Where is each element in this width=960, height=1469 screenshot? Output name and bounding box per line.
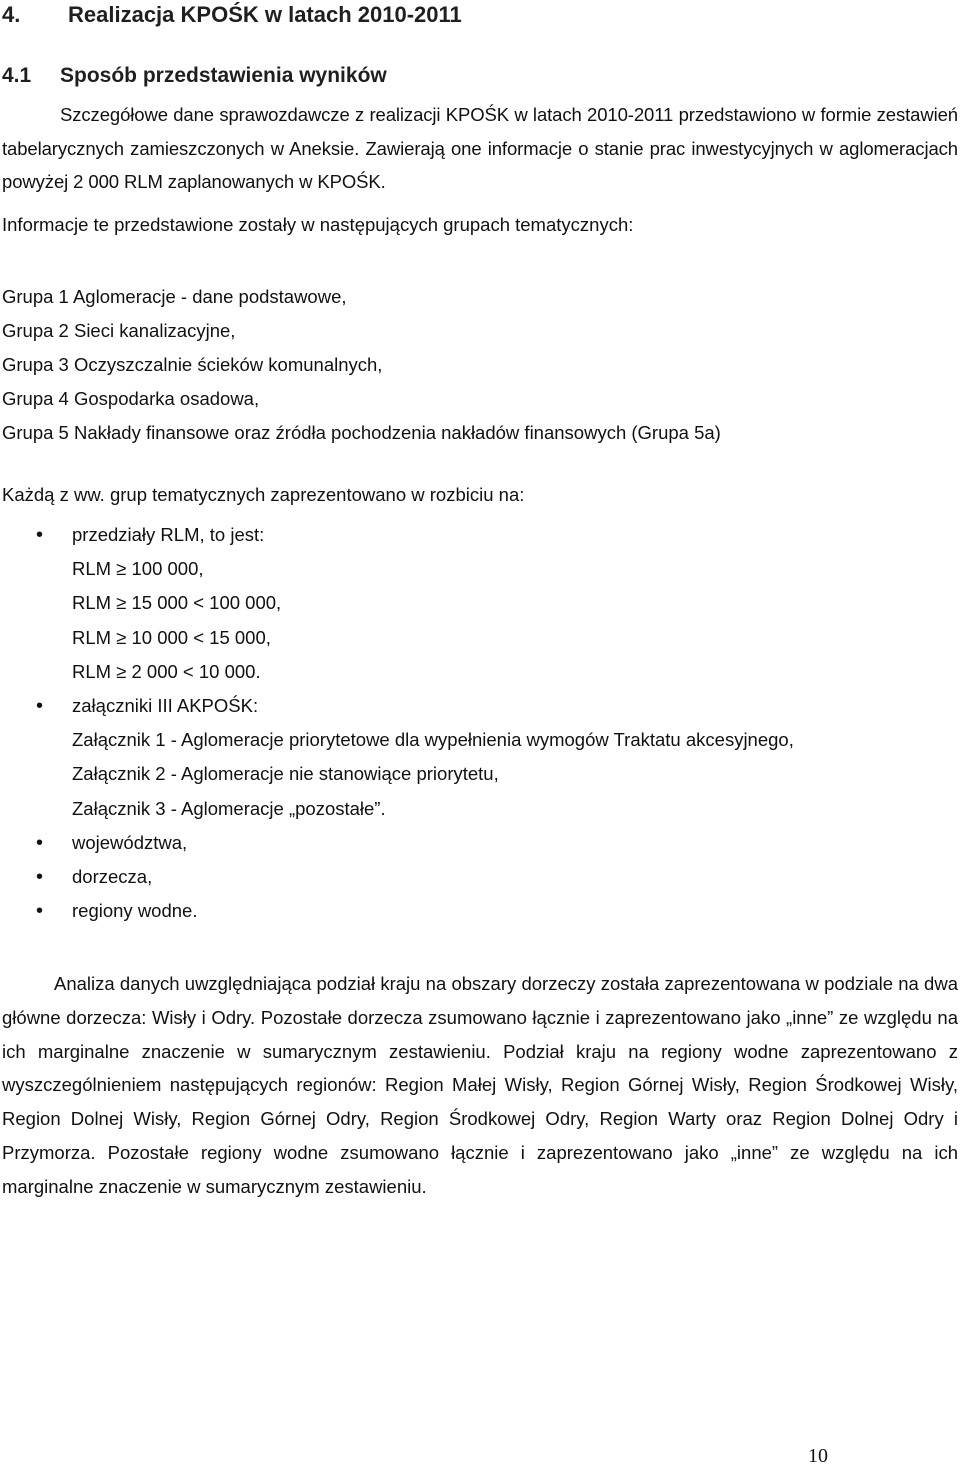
analysis-text: Analiza danych uwzględniająca podział kraju na obszary dorzeczy została zaprezentowana w podziale na dwa główne dorzecza: Wisły i Odry. Pozostałe dorzecza zsumowano łącznie i zaprezentowano jako „inne” ze względu na ich marginalne znaczenie w sumarycznym zestawieniu. Podział kraju na regiony wodne zaprezentowano z wyszczególnieniem następujących regionów: Region Małej Wisły, Region Górnej Wisły, Region Środkowej Wisły, Region Dolnej Wisły, Region Górnej Odry, Region Środkowej Odry, Region Warty oraz Region Dolnej Odry i Przymorza. Pozostałe regiony wodne zsumowano łącznie i zaprezentowano jako „inne” ze względu na ich marginalne znaczenie w sumarycznym zestawieniu.	[2, 973, 958, 1197]
bullet-item	[0, 826, 794, 860]
groups-intro: Informacje te przedstawione zostały w następujących grupach tematycznych:	[2, 214, 634, 235]
intro-text: Szczegółowe dane sprawozdawcze z realizacji KPOŚK w latach 2010-2011 przedstawiono w formie zestawień tabelarycznych zamieszczonych w Aneksie. Zawierają one informacje o stanie prac inwestycyjnych w aglomeracjach powyżej 2 000 RLM zaplanowanych w KPOŚK.	[2, 104, 958, 192]
bullet-icon: •	[36, 524, 44, 546]
intro-paragraph	[2, 98, 958, 199]
breakdown-list	[0, 518, 794, 928]
bullet-icon: •	[36, 900, 44, 923]
sub-item: Załącznik 3 - Aglomeracje „pozostałe”.	[72, 797, 386, 819]
group-item: Grupa 1 Aglomeracje - dane podstawowe,	[2, 286, 347, 307]
bullet-icon: •	[36, 695, 44, 718]
section-title: Sposób przedstawienia wyników	[60, 64, 387, 87]
sub-item: RLM ≥ 15 000 < 100 000,	[72, 592, 282, 614]
bullet-item	[0, 860, 794, 894]
bullet-item	[0, 689, 794, 723]
sub-item: RLM ≥ 2 000 < 10 000.	[72, 660, 261, 682]
bullet-icon: •	[36, 866, 44, 889]
groups-list	[2, 280, 721, 450]
sub-item: Załącznik 1 - Aglomeracje priorytetowe dla wypełnienia wymogów Traktatu akcesyjnego,	[72, 729, 794, 751]
group-item: Grupa 3 Oczyszczalnie ścieków komunalnych,	[2, 354, 383, 375]
bullet-label: województwa,	[72, 831, 188, 853]
bullet-item	[0, 894, 794, 928]
group-item: Grupa 5 Nakłady finansowe oraz źródła pochodzenia nakładów finansowych (Grupa 5a)	[2, 422, 721, 443]
section-heading	[2, 64, 387, 88]
page-number: 10	[808, 1445, 828, 1467]
group-item: Grupa 2 Sieci kanalizacyjne,	[2, 320, 236, 341]
chapter-heading	[2, 2, 462, 28]
sub-item: Załącznik 2 - Aglomeracje nie stanowiące priorytetu,	[72, 763, 499, 785]
sub-item: RLM ≥ 10 000 < 15 000,	[72, 626, 271, 648]
bullet-label: przedziały RLM, to jest:	[72, 524, 265, 545]
analysis-paragraph	[2, 967, 958, 1204]
bullet-label: załączniki III AKPOŚK:	[72, 695, 259, 717]
section-number: 4.1	[2, 64, 32, 87]
chapter-number: 4.	[2, 2, 21, 27]
bullet-icon: •	[36, 831, 44, 854]
group-item: Grupa 4 Gospodarka osadowa,	[2, 388, 260, 409]
breakdown-intro: Każdą z ww. grup tematycznych zaprezentowano w rozbiciu na:	[2, 484, 525, 505]
sub-item: RLM ≥ 100 000,	[72, 558, 204, 580]
bullet-label: regiony wodne.	[72, 900, 198, 922]
bullet-item	[0, 518, 794, 552]
bullet-label: dorzecza,	[72, 866, 153, 888]
chapter-title: Realizacja KPOŚK w latach 2010-2011	[68, 2, 462, 27]
